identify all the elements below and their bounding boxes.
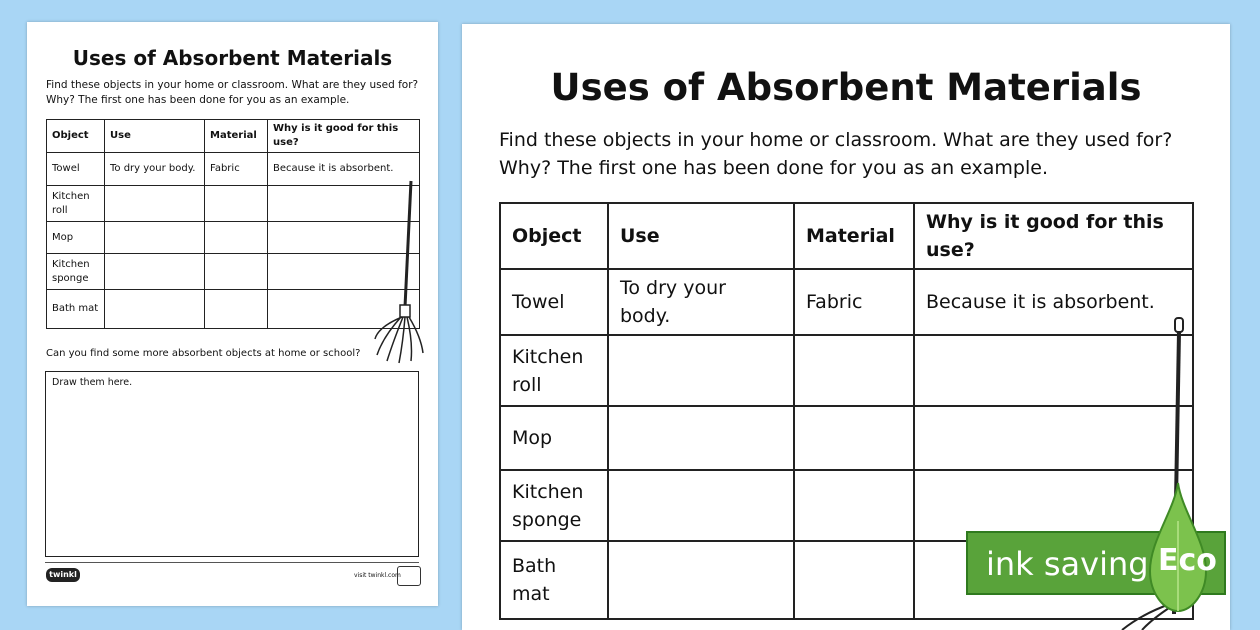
page-title: Uses of Absorbent Materials [72,46,393,70]
cell-object: Bath mat [47,290,105,329]
cell-material [205,290,268,329]
table-header-row [47,120,420,153]
drawing-box[interactable] [45,371,419,557]
instructions: Find these objects in your home or classroom. What are they used for? Why? The first one has been done for you as an example. [46,79,419,106]
cell-use [105,186,205,222]
cell-use: To dry your body. [105,153,205,186]
twinkl-logo: twinkl [46,568,80,582]
question-text: Can you find some more absorbent objects at home or school? [46,348,361,359]
cell-material [794,541,914,619]
table-row [500,269,1193,335]
cell-use [105,290,205,329]
header-material: Material [794,203,914,269]
draw-label: Draw them here. [52,377,133,388]
header-material: Material [205,120,268,153]
header-use: Use [608,203,794,269]
footer-badge-icon [397,566,421,586]
cell-object: Towel [500,269,608,335]
table-row [500,406,1193,470]
cell-material: Fabric [205,153,268,186]
cell-object: Kitchen roll [47,186,105,222]
cell-use: To dry your body. [608,269,794,335]
table-row [500,335,1193,406]
table-row [47,254,420,290]
cell-why: Because it is absorbent. [268,153,420,186]
cell-material: Fabric [794,269,914,335]
cell-use [608,470,794,541]
mop-icon [373,177,425,367]
thumbnail-worksheet [27,22,438,606]
header-use: Use [105,120,205,153]
cell-object: Kitchen roll [500,335,608,406]
cell-object: Kitchen sponge [500,470,608,541]
table-header-row [500,203,1193,269]
cell-use [608,335,794,406]
table-row [47,290,420,329]
table-row [47,186,420,222]
table-row [47,222,420,254]
cell-why: Because it is absorbent. [914,269,1193,335]
footer-url: visit twinkl.com [354,572,401,579]
table-row [47,153,420,186]
cell-use [608,406,794,470]
cell-material [205,186,268,222]
footer-divider [45,562,419,563]
ink-saving-text: ink saving [986,545,1149,583]
header-object: Object [500,203,608,269]
eco-ink-saving-banner [966,531,1260,595]
header-why: Why is it good for this use? [914,203,1193,269]
cell-object: Towel [47,153,105,186]
cell-object: Mop [47,222,105,254]
header-object: Object [47,120,105,153]
cell-object: Mop [500,406,608,470]
cell-object: Bath mat [500,541,608,619]
instructions-large: Find these objects in your home or classroom. What are they used for? Why? The first one has been done for you as an example. [499,129,1173,179]
cell-use [608,541,794,619]
eco-badge-text: Eco [1158,543,1217,578]
uses-table [46,119,420,329]
cell-use [105,254,205,290]
cell-material [794,335,914,406]
cell-material [205,254,268,290]
header-why: Why is it good for this use? [268,120,420,153]
cell-object: Kitchen sponge [47,254,105,290]
cell-use [105,222,205,254]
cell-material [205,222,268,254]
cell-material [794,470,914,541]
page-title-large: Uses of Absorbent Materials [550,66,1142,109]
cell-material [794,406,914,470]
